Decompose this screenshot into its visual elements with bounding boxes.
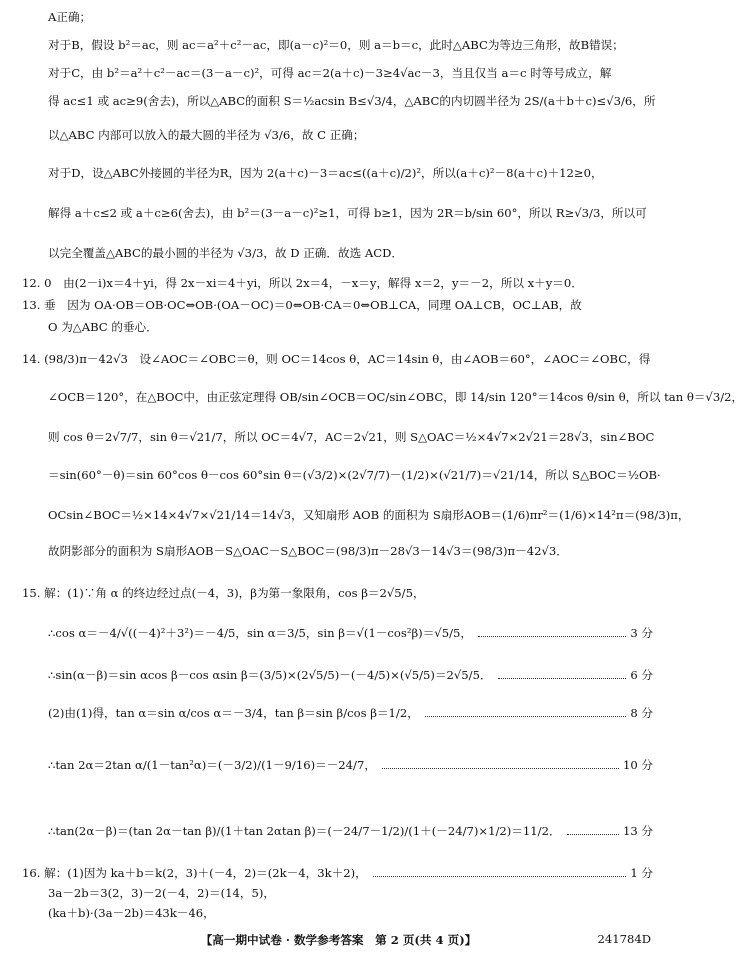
text-line: 则 cos θ＝2√7/7，sin θ＝√21/7，所以 OC＝4√7，AC＝2√21，则 S△OAC＝½×4√7×2√21＝28√3，sin∠BOC: [48, 430, 655, 444]
step-score: 3 分: [630, 626, 653, 640]
text-line: 对于B，假设 b²＝ac，则 ac＝a²＋c²－ac，即(a－c)²＝0，则 a＝b＝c，此时△ABC为等边三角形，故B错误；: [48, 38, 624, 52]
scored-step: [48, 624, 653, 642]
page-footer: [0, 932, 677, 952]
text-line: 对于C，由 b²＝a²＋c²－ac＝(3－a－c)²，可得 ac＝2(a＋c)－3≥4√ac－3，当且仅当 a＝c 时等号成立，解: [48, 66, 612, 80]
step-score: 8 分: [630, 706, 653, 720]
text-line: ∠OCB＝120°，在△BOC中，由正弦定理得 OB/sin∠OCB＝OC/sin∠OBC，即 14/sin 120°＝14cos θ/sin θ，所以 tan θ＝√3/2，: [48, 390, 743, 404]
footer-title: 【高一期中试卷 · 数学参考答案 第 2 页(共 4 页)】: [200, 933, 477, 947]
dot-leader: [373, 876, 627, 877]
footer-code: 241784D: [597, 932, 651, 946]
answer-15: 15. 解：(1)∵角 α 的终边经过点(－4，3)，β为第一象限角，cos β＝2√5/5，: [22, 586, 425, 600]
scored-step: [22, 864, 653, 882]
scored-step: [48, 666, 653, 684]
step-text: ∴tan(2α－β)＝(tan 2α－tan β)/(1＋tan 2αtan β)＝(－24/7－1/2)/(1＋(－24/7)×1/2)＝11/2．: [48, 824, 561, 838]
step-text: 16. 解：(1)因为 ka＋b＝k(2，3)＋(－4，2)＝(2k－4，3k＋2)，: [22, 866, 367, 880]
text-line: ＝sin(60°－θ)＝sin 60°cos θ－cos 60°sin θ＝(√3/2)×(2√7/7)－(1/2)×(√21/7)＝√21/14，所以 S△BOC＝½OB·: [48, 468, 661, 482]
step-score: 6 分: [630, 668, 653, 682]
step-score: 13 分: [622, 824, 653, 838]
scored-step: [48, 756, 653, 774]
text-line: (ka＋b)·(3a－2b)＝43k－46，: [48, 906, 215, 920]
text-line: OCsin∠BOC＝½×14×4√7×√21/14＝14√3，又知扇形 AOB 的面积为 S扇形AOB＝(1/6)πr²＝(1/6)×14²π＝(98/3)π，: [48, 508, 690, 522]
text-line: 故阴影部分的面积为 S扇形AOB－S△OAC－S△BOC＝(98/3)π－28√3－14√3＝(98/3)π－42√3．: [48, 544, 568, 558]
text-line: 以完全覆盖△ABC的最小圆的半径为 √3/3，故 D 正确．故选 ACD．: [48, 246, 403, 260]
text-line: O 为△ABC 的垂心．: [48, 320, 158, 334]
step-text: ∴cos α＝－4/√((－4)²＋3²)＝－4/5，sin α＝3/5，sin β＝√(1－cos²β)＝√5/5，: [48, 626, 472, 640]
step-score: 10 分: [622, 758, 653, 772]
text-line: 得 ac≤1 或 ac≥9(舍去)，所以△ABC的面积 S＝½acsin B≤√3/4，△ABC的内切圆半径为 2S/(a＋b＋c)≤√3/6，所: [48, 94, 656, 108]
answer-12: 12. 0 由(2－i)x＝4＋yi，得 2x－xi＝4＋yi，所以 2x＝4，－x＝y，解得 x＝2，y＝－2，所以 x＋y＝0．: [22, 276, 583, 290]
text-line: 以△ABC 内部可以放入的最大圆的半径为 √3/6，故 C 正确；: [48, 128, 365, 142]
dot-leader: [478, 636, 626, 637]
text-line: 对于D，设△ABC外接圆的半径为R，因为 2(a＋c)－3＝ac≤((a＋c)/2)²，所以(a＋c)²－8(a＋c)＋12≥0，: [48, 166, 603, 180]
answer-14: 14. (98/3)π－42√3 设∠AOC＝∠OBC＝θ，则 OC＝14cos θ，AC＝14sin θ，由∠AOB＝60°，∠AOC＝∠OBC，得: [22, 352, 651, 366]
answer-13: 13. 垂 因为 OA·OB＝OB·OC⇔OB·(OA－OC)＝0⇔OB·CA＝0⇔OB⊥CA，同理 OA⊥CB，OC⊥AB，故: [22, 298, 582, 312]
step-text: (2)由(1)得，tan α＝sin α/cos α＝－3/4，tan β＝sin β/cos β＝1/2，: [48, 706, 419, 720]
scored-step: [48, 704, 653, 722]
text-line: 解得 a＋c≤2 或 a＋c≥6(舍去)，由 b²＝(3－a－c)²≥1，可得 b≥1，因为 2R＝b/sin 60°，所以 R≥√3/3，所以可: [48, 206, 647, 220]
dot-leader: [382, 768, 619, 769]
dot-leader: [567, 834, 619, 835]
dot-leader: [498, 678, 627, 679]
step-text: ∴sin(α－β)＝sin αcos β－cos αsin β＝(3/5)×(2√5/5)－(－4/5)×(√5/5)＝2√5/5．: [48, 668, 492, 682]
dot-leader: [425, 716, 627, 717]
text-line: 3a－2b＝3(2，3)－2(－4，2)＝(14，5)，: [48, 886, 275, 900]
scored-step: [48, 822, 653, 840]
step-score: 1 分: [630, 866, 653, 880]
text-line: A正确；: [48, 10, 92, 24]
step-text: ∴tan 2α＝2tan α/(1－tan²α)＝(－3/2)/(1－9/16)＝－24/7，: [48, 758, 376, 772]
